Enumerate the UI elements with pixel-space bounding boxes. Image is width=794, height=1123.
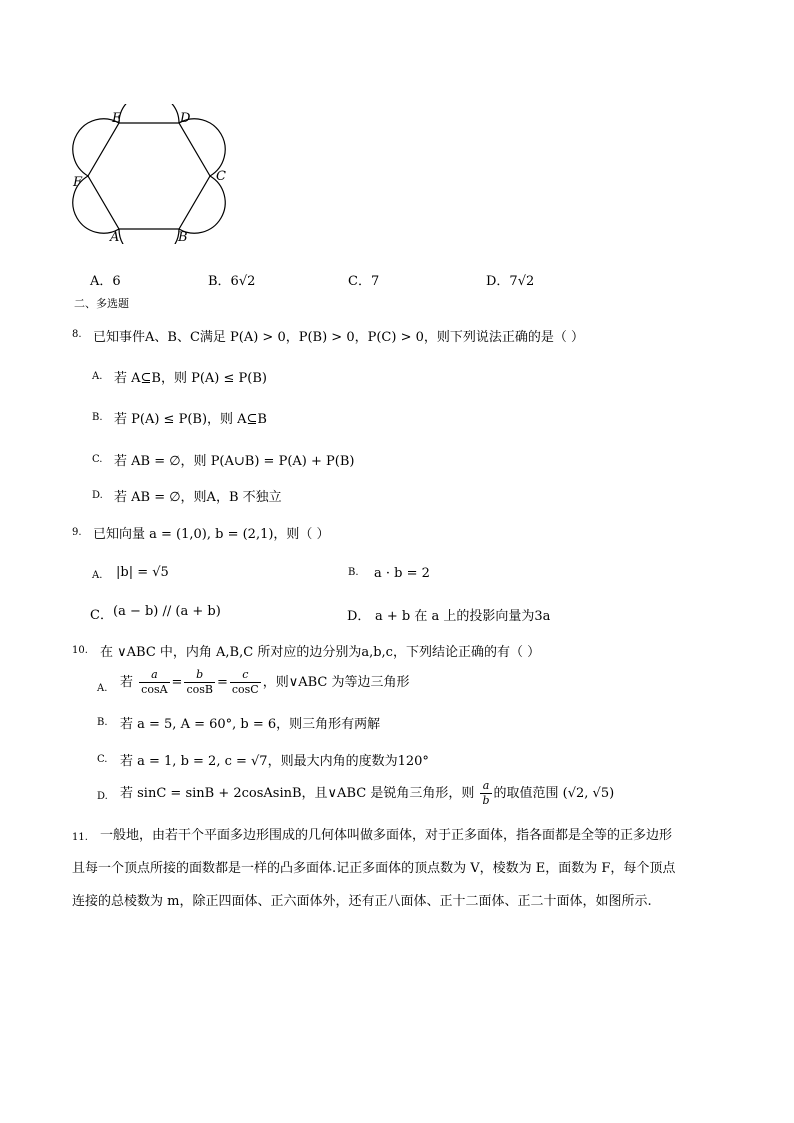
q7-option-c: C．7 — [348, 274, 380, 289]
hexagon-flower-figure — [70, 104, 240, 244]
q8-option-b-text: 若 P(A) ≤ P(B)，则 A⊆B — [114, 412, 267, 427]
q8-option-c-label: C. — [92, 454, 103, 465]
q11-line-1: 一般地，由若干个平面多边形围成的几何体叫做多面体，对于正多面体，指各面都是全等的正多边形 — [100, 828, 673, 843]
q10-option-d-label: D. — [97, 791, 108, 802]
q10-option-c-text: 若 a = 1, b = 2, c = √7，则最大内角的度数为120° — [120, 754, 429, 769]
vertex-label-b: B — [178, 230, 188, 244]
vertex-label-e: E — [112, 111, 122, 126]
vertex-label-a: A — [110, 230, 120, 244]
vertex-label-d: D — [180, 111, 191, 126]
q11-line-2: 且每一个顶点所接的面数都是一样的凸多面体.记正多面体的顶点数为 V，棱数为 E，面数为 F，每个顶点 — [72, 861, 676, 876]
q7-option-b: B．6√2 — [208, 274, 256, 289]
q9-option-c-text: (a − b) // (a + b) — [113, 604, 221, 619]
q8-option-d-text: 若 AB = ∅，则A，B 不独立 — [114, 490, 282, 505]
q11-line-3: 连接的总棱数为 m，除正四面体、正六面体外，还有正八面体、正十二面体、正二十面体，如图所示. — [72, 894, 652, 909]
q9-number: 9. — [72, 527, 82, 538]
q10-option-c-label: C. — [97, 754, 108, 765]
q8-option-a-text: 若 A⊆B，则 P(A) ≤ P(B) — [114, 371, 267, 386]
q10-option-d-text: 若 sinC = sinB + 2cosAsinB，且∨ABC 是锐角三角形，则 $\frac{a}{b}$ 的取值范围 (√2, √5) — [120, 779, 615, 807]
q8-option-d-label: D. — [92, 490, 103, 501]
q10-option-b-text: 若 a = 5, A = 60°, b = 6，则三角形有两解 — [120, 717, 381, 732]
q10-stem: 在 ∨ABC 中，内角 A,B,C 所对应的边分别为a,b,c，下列结论正确的有（ ） — [100, 645, 541, 660]
q10-option-b-label: B. — [97, 717, 108, 728]
q9-option-d-text: a + b 在 a 上的投影向量为3a — [375, 609, 551, 624]
vertex-label-f: F — [73, 175, 83, 190]
fraction-b-cosb: $\frac{b}{\cos B}$ — [186, 668, 213, 696]
q9-option-b-label: B. — [348, 567, 359, 578]
q8-stem: 已知事件A、B、C满足 P(A) > 0，P(B) > 0，P(C) > 0，则下列说法正确的是（ ） — [93, 330, 584, 345]
vertex-label-c: C — [216, 169, 226, 184]
fraction-a-over-b: $\frac{a}{b}$ — [482, 779, 490, 807]
q9-option-a-text: |b| = √5 — [116, 565, 169, 580]
q9-option-c-label: C． — [90, 608, 113, 623]
q11-number: 11. — [72, 832, 88, 843]
q9-option-a-label: A. — [92, 570, 103, 581]
fraction-c-cosc: $\frac{c}{\cos C}$ — [231, 668, 259, 696]
q10-option-a-text: 若 $\frac{a}{\cos A}$ = $\frac{b}{\cos B}$ = $\frac{c}{\cos C}$ ，则∨ABC 为等边三角形 — [120, 668, 410, 696]
q8-number: 8. — [72, 329, 82, 340]
q8-option-b-label: B. — [92, 412, 103, 423]
q9-stem: 已知向量 a = (1,0), b = (2,1)，则（ ） — [93, 527, 330, 542]
q9-option-b-text: a · b = 2 — [374, 566, 430, 581]
q8-option-a-label: A. — [92, 371, 103, 382]
q10-option-a-label: A. — [97, 683, 108, 694]
q7-option-a: A．6 — [90, 274, 121, 289]
q10-number: 10. — [72, 645, 88, 656]
q7-option-d: D．7√2 — [486, 274, 535, 289]
section-title: 二、多选题 — [74, 297, 129, 310]
q8-option-c-text: 若 AB = ∅，则 P(A∪B) = P(A) + P(B) — [114, 454, 355, 469]
fraction-a-cosa: $\frac{a}{\cos A}$ — [141, 668, 168, 696]
q9-option-d-label: D． — [347, 609, 371, 624]
hexagon-outline — [88, 123, 210, 229]
